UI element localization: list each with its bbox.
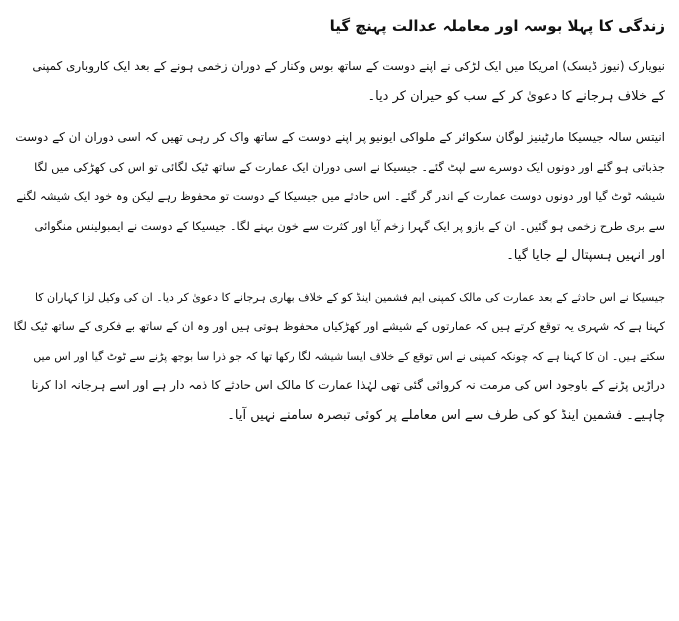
paragraph-line: جیسیکا نے اس حادثے کے بعد عمارت کی مالک کمپنی ایم فشمین اینڈ کو کے خلاف بھاری ہرجانے کا دعویٰ کر دیا۔ ان کی وکیل لزا کہاران کا [34, 290, 665, 304]
article-headline: زندگی کا پہلا بوسہ اور معاملہ عدالت پہنچ گیا [329, 17, 665, 35]
article-paragraph-2 [14, 123, 665, 271]
paragraph-line: جذباتی ہو گئے اور دونوں ایک دوسرے سے لپٹ گئے۔ جیسیکا نے اسی دوران ایک عمارت کے ساتھ ٹیک لگائی تو اس کی کھڑکی میں لگا [34, 159, 665, 174]
paragraph-line: کہنا ہے کہ شہری یہ توقع کرتے ہیں کہ عمارتوں کے شیشے اور کھڑکیاں محفوظ ہوتی ہیں اور وہ ان کے ساتھ بے فکری کے ساتھ ٹیک لگا [13, 319, 665, 333]
paragraph-line: شیشہ ٹوٹ گیا اور دونوں دوست عمارت کے اندر گر گئے۔ اس حادثے میں جیسیکا کے دوست تو محفوظ رہے لیکن وہ خود ایک شیشہ لگنے [16, 189, 665, 203]
paragraph-line: چاہیے۔ فشمین اینڈ کو کی طرف سے اس معاملے پر کوئی تبصرہ سامنے نہیں آیا۔ [227, 407, 665, 423]
paragraph-line: کے خلاف ہرجانے کا دعویٰ کر کے سب کو حیران کر دیا۔ [367, 88, 665, 104]
paragraph-line: اور انہیں ہسپتال لے جایا گیا۔ [506, 248, 665, 263]
paragraph-line: سے بری طرح زخمی ہو گئیں۔ ان کے بازو پر ایک گہرا زخم آیا اور کثرت سے خون بہنے لگا۔ جیسیکا کے دوست نے ایمبولینس منگوائی [34, 218, 665, 233]
paragraph-line: دراڑیں پڑنے کے باوجود اس کی مرمت نہ کروائی گئی تھی لہٰذا عمارت کا مالک اس حادثے کا ذمہ دار ہے اور اسے ہرجانہ ادا کرنا [31, 378, 665, 392]
paragraph-line: نیویارک (نیوز ڈیسک) امریکا میں ایک لڑکی نے اپنے دوست کے ساتھ بوس وکنار کے دوران زخمی ہونے کے بعد ایک کاروباری کمپنی [32, 59, 665, 73]
paragraph-line: انیتس سالہ جیسیکا مارٹینیز لوگان سکوائر کے ملواکی ایونیو پر اپنے دوست کے ساتھ واک کر رہی تھیں کہ اسی دوران ان کے دوست [15, 130, 665, 144]
paragraph-line: سکتے ہیں۔ ان کا کہنا ہے کہ چونکہ کمپنی نے اس توقع کے خلاف ایسا شیشہ لگا رکھا تھا کہ جو ذرا سا بوجھ پڑنے سے ٹوٹ گیا اور اس میں [33, 349, 665, 363]
article-paragraph-3 [14, 283, 665, 431]
article-paragraph-1 [14, 52, 665, 111]
